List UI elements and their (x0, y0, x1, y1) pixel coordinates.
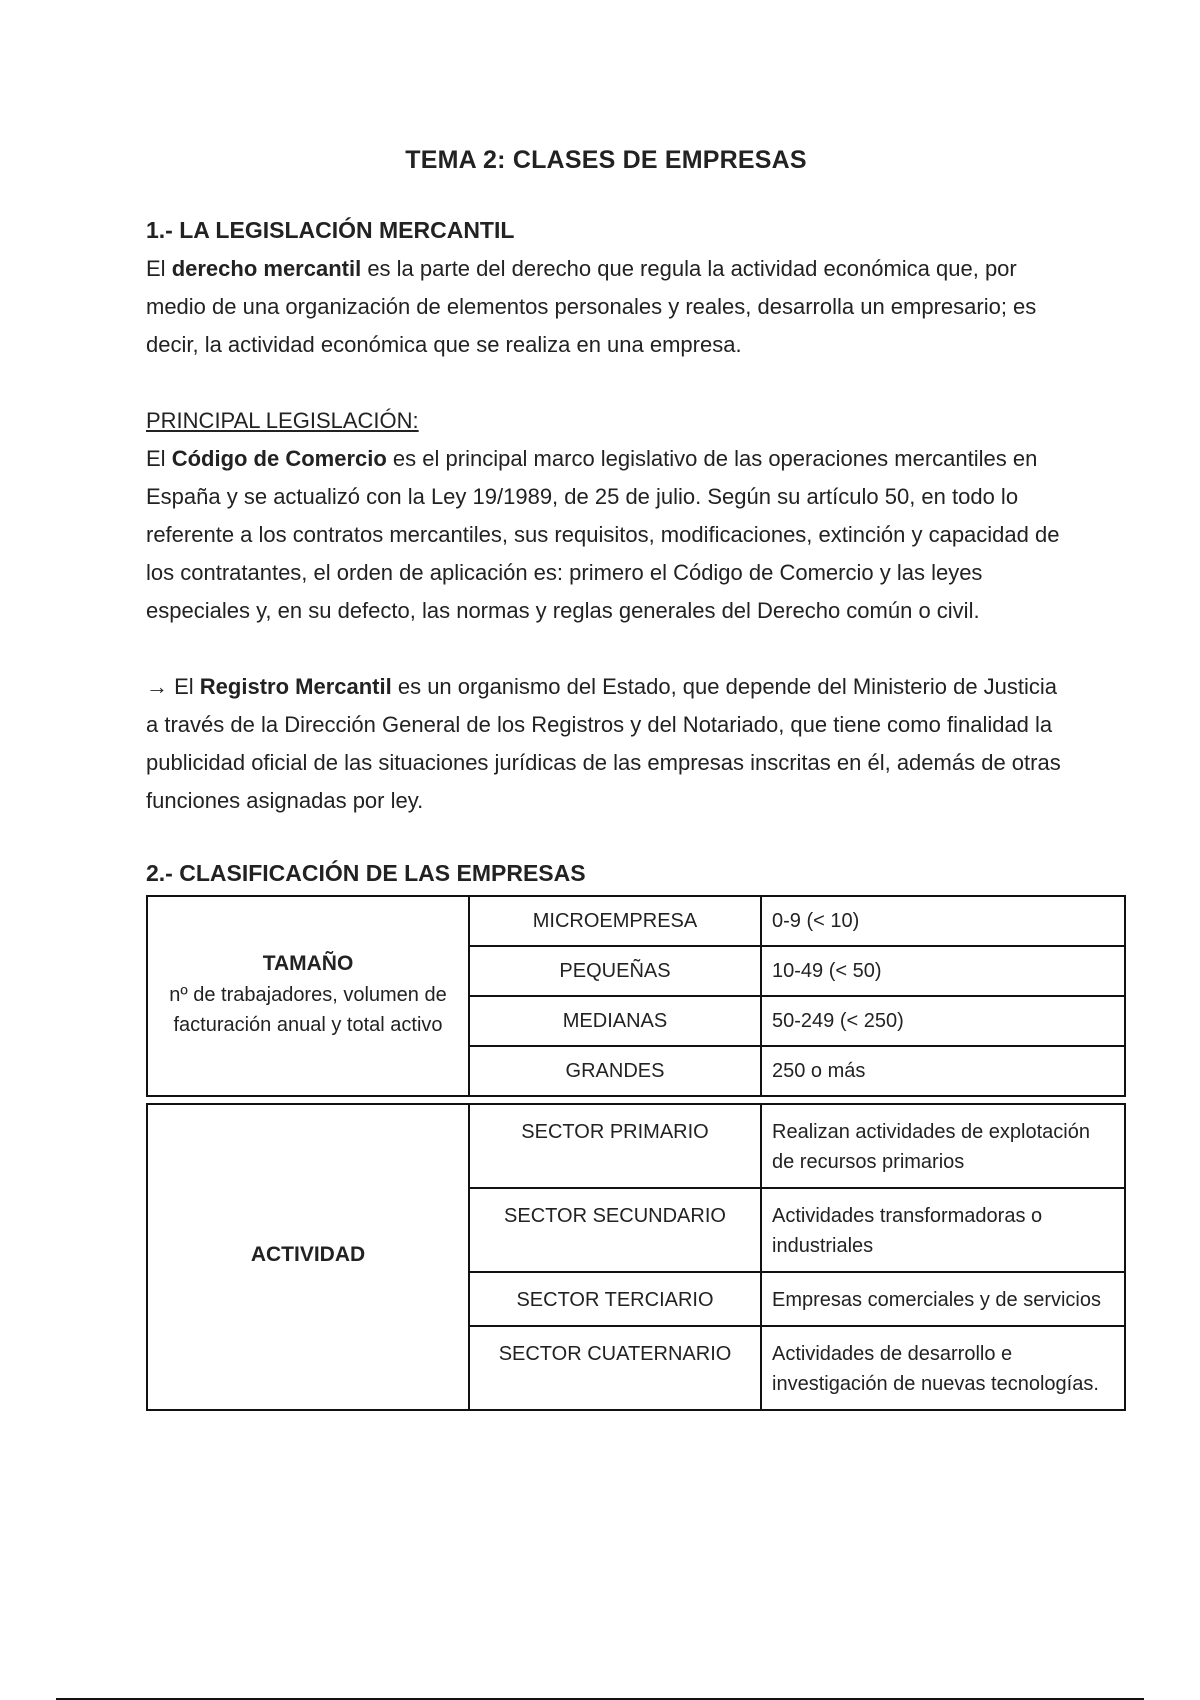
paragraph-codigo-comercio (146, 440, 1066, 630)
section-1-heading: 1.- LA LEGISLACIÓN MERCANTIL (146, 217, 515, 243)
sector-name-cell: SECTOR TERCIARIO (469, 1272, 761, 1326)
sector-description-cell: Actividades de desarrollo e investigación de nuevas tecnologías. (761, 1326, 1125, 1410)
activity-category-cell (147, 1104, 469, 1410)
size-category-note: nº de trabajadores, volumen de facturación anual y total activo (169, 984, 447, 1036)
section-2-heading: 2.- CLASIFICACIÓN DE LAS EMPRESAS (146, 860, 586, 886)
document-content (146, 146, 1101, 1411)
paragraph-text: es un organismo del Estado, que depende del Ministerio de Justicia a través de la Dirección General de los Registros y del Notariado, que tiene como finalidad la publicidad oficial de las situaciones jurídicas de las empresas inscritas en él, además de otras funciones asignadas por ley. (146, 674, 1061, 813)
bold-term: Código de Comercio (171, 446, 387, 471)
table-row (147, 1104, 1125, 1188)
paragraph-text: El (146, 256, 172, 281)
activity-classification-table (146, 1103, 1126, 1411)
size-type-cell: GRANDES (469, 1046, 761, 1096)
size-range-cell: 10-49 (< 50) (761, 946, 1125, 996)
activity-category-title: ACTIVIDAD (250, 1243, 366, 1266)
size-type-cell: MEDIANAS (469, 996, 761, 1046)
paragraph-derecho-mercantil (146, 250, 1066, 364)
sector-description-cell: Actividades transformadoras o industriales (761, 1188, 1125, 1272)
size-type-cell: PEQUEÑAS (469, 946, 761, 996)
paragraph-text: es el principal marco legislativo de las operaciones mercantiles en España y se actualizó con la Ley 19/1989, de 25 de julio. Según su artículo 50, en todo lo referente a los contratos mercantiles, sus requisitos, modificaciones, extinción y capacidad de los contratantes, el orden de aplicación es: primero el Código de Comercio y las leyes especiales y, en su defecto, las normas y reglas generales del Derecho común o civil. (146, 446, 1060, 623)
paragraph-text: El (146, 446, 172, 471)
sector-name-cell: SECTOR SECUNDARIO (469, 1188, 761, 1272)
size-range-cell: 50-249 (< 250) (761, 996, 1125, 1046)
size-category-title: TAMAÑO (262, 952, 354, 975)
principal-legislacion-heading: PRINCIPAL LEGISLACIÓN: (146, 408, 419, 433)
size-category-cell (147, 896, 469, 1096)
paragraph-text: → El (146, 674, 200, 699)
size-classification-table (146, 895, 1126, 1097)
document-title: TEMA 2: CLASES DE EMPRESAS (405, 146, 807, 174)
table-row (147, 896, 1125, 946)
sector-description-cell: Realizan actividades de explotación de recursos primarios (761, 1104, 1125, 1188)
size-type-cell: MICROEMPRESA (469, 896, 761, 946)
bold-term: derecho mercantil (171, 256, 362, 281)
sector-description-cell: Empresas comerciales y de servicios (761, 1272, 1125, 1326)
bold-term: Registro Mercantil (199, 674, 392, 699)
paragraph-text: es la parte del derecho que regula la actividad económica que, por medio de una organización de elementos personales y reales, desarrolla un empresario; es decir, la actividad económica que se realiza en una empresa. (146, 256, 1037, 357)
sector-name-cell: SECTOR CUATERNARIO (469, 1326, 761, 1410)
paragraph-registro-mercantil (146, 668, 1066, 820)
size-range-cell: 0-9 (< 10) (761, 896, 1125, 946)
size-range-cell: 250 o más (761, 1046, 1125, 1096)
sector-name-cell: SECTOR PRIMARIO (469, 1104, 761, 1188)
